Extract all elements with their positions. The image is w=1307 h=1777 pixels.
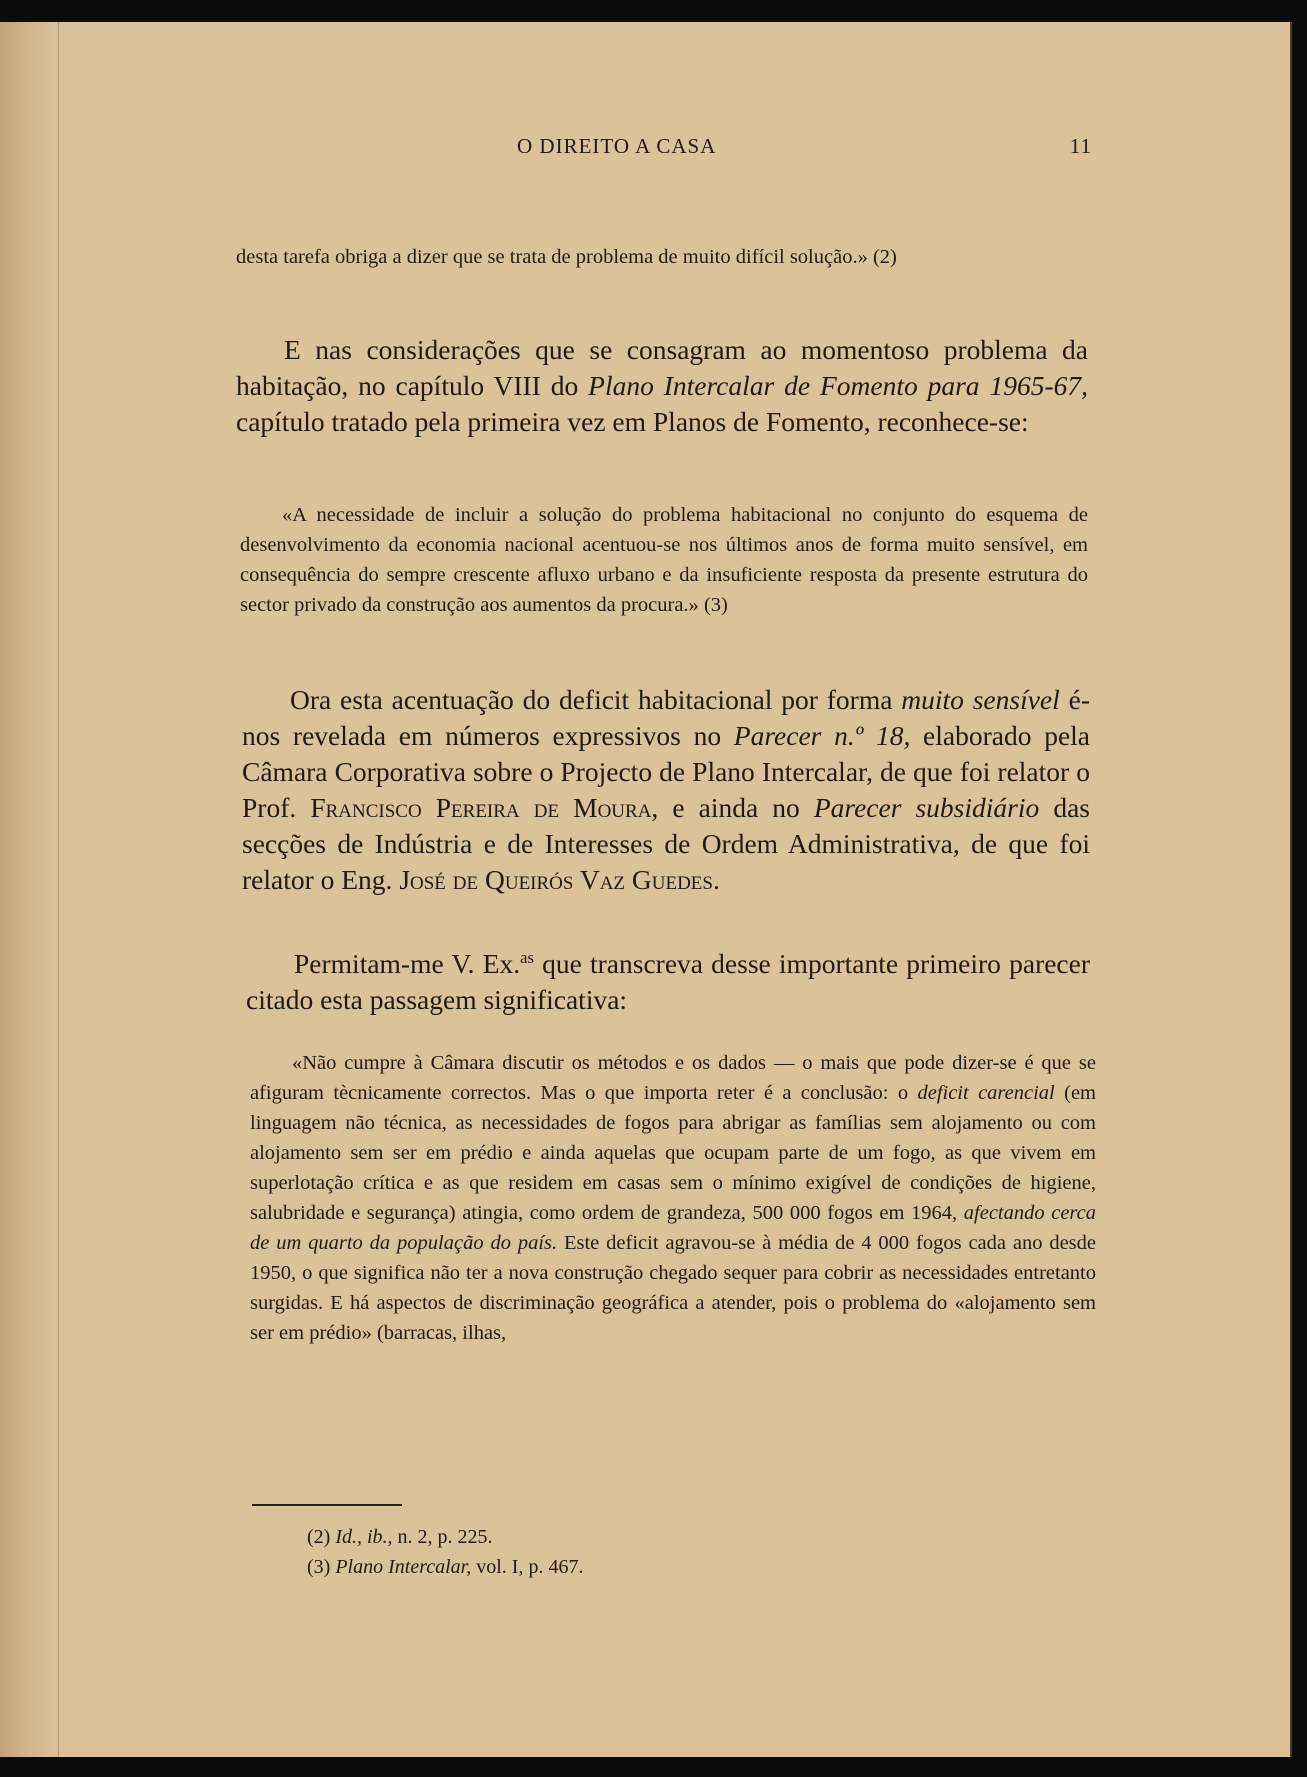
italic-phrase: Parecer subsidiário <box>813 792 1040 823</box>
running-title: O DIREITO A CASA <box>517 134 717 158</box>
footnote-mark: (2) <box>307 1526 331 1548</box>
page-number: 11 <box>1069 134 1092 158</box>
plan-title-italic: Plano Intercalar de Fomento para 1965-67, <box>588 370 1088 401</box>
italic-phrase: muito sensível <box>901 684 1060 715</box>
paragraph-deficit <box>242 682 1090 898</box>
footnotes <box>307 1522 1007 1582</box>
footnote-italic: Plano Intercalar, <box>335 1556 472 1578</box>
italic-phrase: deficit carencial <box>917 1082 1055 1104</box>
paragraph-plan <box>236 332 1088 440</box>
page-gutter <box>58 22 59 1757</box>
paragraph-text: que transcreva desse importante primeiro parecer citado esta passagem significativa: <box>246 948 1090 1016</box>
footnote-text: vol. I, p. 467. <box>471 1556 584 1578</box>
paragraph-text: é-nos revelada em números expressivos no <box>242 684 1090 751</box>
footnote-text: n. 2, p. 225. <box>392 1526 493 1548</box>
person-name: José de Queirós Vaz Guedes <box>399 864 713 895</box>
footnote-divider <box>252 1504 402 1506</box>
footnote <box>307 1552 1007 1582</box>
paragraph-text: Permitam-me V. Ex. <box>294 948 521 980</box>
quotation-text: «A necessidade de incluir a solução do problema habitacional no conjunto do esquema de desenvolvimento da economia nacional acentuou-se nos últimos anos de forma muito sensível, em consequência do sempre crescente afluxo urbano e da insuficiente resposta da presente estrutura do sector privado da construção aos aumentos da procura.» <box>240 504 1088 616</box>
footnote <box>307 1522 1007 1552</box>
paragraph-text: desta tarefa obriga a dizer que se trata de problema de muito difícil solução.» <box>236 246 868 268</box>
superscript: as <box>520 948 534 967</box>
quotation-text: Este deficit agravou-se à média de 4 000 fogos cada ano desde 1950, o que significa não ter a nova construção chegado sequer para cobrir as necessidades entretanto surgidas. E há aspectos de discriminação geográfica a atender, pois o problema do «alojamento sem ser em prédio» (barracas, ilhas, <box>250 1232 1097 1344</box>
paragraph-text: capítulo tratado pela primeira vez em Planos de Fomento, reconhece-se: <box>236 406 1029 437</box>
footnote-italic: Id., ib., <box>335 1526 393 1548</box>
paragraph-text: das secções de Indústria e de Interesses de Ordem Administrativa, de que foi relator o Eng. <box>242 792 1090 895</box>
italic-phrase: Parecer n.º 18, <box>733 720 911 751</box>
person-name: Francisco Pereira de Moura <box>310 792 652 823</box>
paragraph-request <box>246 940 1090 1018</box>
paragraph-text: E nas considerações que se consagram ao momentoso problema da habitação, no capítulo VIII do <box>236 334 1088 401</box>
book-page <box>0 22 1292 1757</box>
quotation-text: (em linguagem não técnica, as necessidades de fogos para abrigar as famílias sem alojamento ou com alojamento sem ser em prédio e ainda aquelas que ocupam parte de um fogo, as que vivem em superlotação crítica e as que residem em casas sem o mínimo exigível de condições de higiene, salubridade e segurança) atingia, como ordem de grandeza, 500 000 fogos em 1964, <box>250 1082 1096 1224</box>
italic-phrase: afectando cerca de um quarto da população do país. <box>250 1202 1096 1254</box>
paragraph-text: Ora esta acentuação do deficit habitacional por forma <box>290 684 902 715</box>
footnote-ref: (2) <box>872 246 897 268</box>
paragraph-text: . <box>712 864 720 895</box>
quotation-text: «Não cumpre à Câmara discutir os métodos e os dados — o mais que pode dizer-se é que se afiguram tècnicamente correctos. Mas o que importa reter é a conclusão: o <box>250 1052 1096 1104</box>
footnote-ref: (3) <box>703 594 728 616</box>
paragraph-text: elaborado pela Câmara Corporativa sobre o Projecto de Plano Intercalar, de que foi relator o Prof. <box>242 720 1090 823</box>
quotation-parecer <box>250 1048 1096 1348</box>
footnote-mark: (3) <box>307 1556 331 1578</box>
paragraph-continuation <box>236 242 1088 272</box>
quotation-plan <box>240 500 1088 620</box>
paragraph-text: , e ainda no <box>651 792 814 823</box>
